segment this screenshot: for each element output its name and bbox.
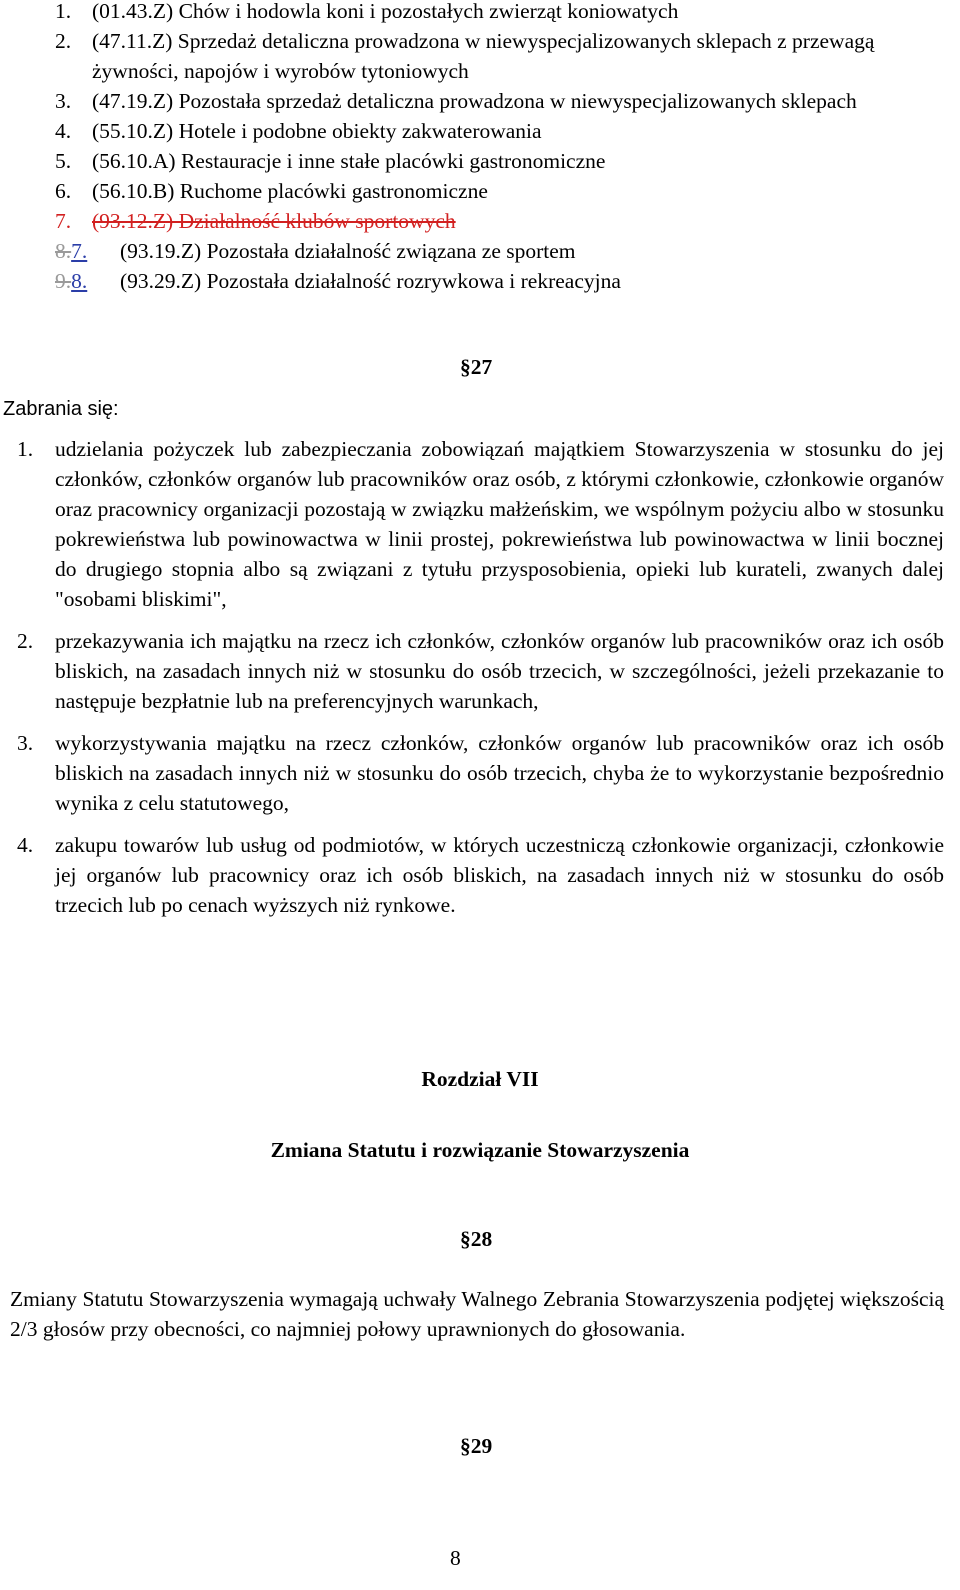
- renumbered-list-item: [55, 266, 945, 296]
- intro-text: Zabrania się:: [3, 398, 119, 420]
- list-item: [55, 26, 945, 86]
- list-item-number: [55, 266, 87, 296]
- list-item-number: 1.: [55, 0, 72, 23]
- section-heading: §28: [460, 1227, 493, 1251]
- paragraph: Zmiany Statutu Stowarzyszenia wymagają uchwały Walnego Zebrania Stowarzyszenia podjętej większością 2/3 głosów przy obecności, co najmniej połowy uprawnionych do głosowania.: [10, 1287, 944, 1341]
- list-item-text: (93.29.Z) Pozostała działalność rozrywkowa i rekreacyjna: [120, 269, 621, 293]
- inserted-number: 8.: [71, 269, 88, 293]
- list-item-number: 3.: [55, 89, 72, 113]
- list-item-text: (01.43.Z) Chów i hodowla koni i pozostałych zwierząt koniowatych: [92, 0, 679, 23]
- list-item-number: 5.: [55, 149, 72, 173]
- list-item-text: zakupu towarów lub usług od podmiotów, w których uczestniczą członkowie organizacji, członkowie jej organów lub pracownicy oraz ich osób bliskich, na zasadach innych niż w stosunku do osób trzecich lub po cenach wyższych niż rynkowe.: [55, 833, 944, 917]
- deleted-list-item: [55, 206, 945, 236]
- list-item: [55, 146, 945, 176]
- list-item-number: 2.: [17, 629, 34, 653]
- list-item-number: 6.: [55, 179, 72, 203]
- list-item-text: (56.10.A) Restauracje i inne stałe placówki gastronomiczne: [92, 149, 606, 173]
- list-item-number: 7.: [55, 209, 72, 233]
- list-item-number: 1.: [17, 437, 34, 461]
- list-item: [55, 86, 945, 116]
- list-item-text: (56.10.B) Ruchome placówki gastronomiczne: [92, 179, 488, 203]
- list-item-text: wykorzystywania majątku na rzecz członków, członków organów lub pracowników oraz ich osób bliskich na zasadach innych niż w stosunku do osób trzecich, chyba że to wykorzystanie bezpośrednio wynika z celu statutowego,: [55, 731, 944, 815]
- list-item-text: (55.10.Z) Hotele i podobne obiekty zakwaterowania: [92, 119, 542, 143]
- deleted-number: 9.: [55, 269, 72, 293]
- list-item: [55, 116, 945, 146]
- list-item: [17, 626, 944, 716]
- chapter-number: Rozdział VII: [421, 1067, 539, 1091]
- list-item: [55, 0, 945, 26]
- chapter-title: Zmiana Statutu i rozwiązanie Stowarzyszenia: [270, 1138, 690, 1162]
- list-item: [55, 176, 945, 206]
- list-item-text: (47.11.Z) Sprzedaż detaliczna prowadzona w niewyspecjalizowanych sklepach z przewagą żywności, napojów i wyrobów tytoniowych: [92, 29, 875, 83]
- list-item-text: (47.19.Z) Pozostała sprzedaż detaliczna prowadzona w niewyspecjalizowanych sklepach: [92, 89, 857, 113]
- list-item: [17, 728, 944, 818]
- deleted-number: 8.: [55, 239, 72, 263]
- renumbered-list-item: [55, 236, 945, 266]
- inserted-number: 7.: [71, 239, 88, 263]
- list-item-number: 3.: [17, 731, 34, 755]
- page-number: 8: [450, 1546, 461, 1570]
- list-item: [17, 830, 944, 920]
- prohibitions-list: [17, 434, 944, 932]
- list-item: [17, 434, 944, 614]
- list-item-number: [55, 236, 87, 266]
- list-item-text: udzielania pożyczek lub zabezpieczania zobowiązań majątkiem Stowarzyszenia w stosunku do jej członków, członków organów lub pracowników oraz osób, z którymi członkowie, członkowie organów oraz pracownicy organizacji pozostają w związku małżeńskim, we wspólnym pożyciu albo w stosunku pokrewieństwa lub powinowactwa w linii prostej, pokrewieństwa lub powinowactwa w linii bocznej do drugiego stopnia albo są związani z tytułu przysposobienia, opieki lub kurateli, zwanych dalej "osobami bliskimi",: [55, 437, 944, 611]
- section-heading: §27: [460, 355, 493, 379]
- list-item-number: 2.: [55, 29, 72, 53]
- list-item-number: 4.: [55, 119, 72, 143]
- pkd-code-list: [55, 0, 945, 296]
- list-item-text: (93.19.Z) Pozostała działalność związana ze sportem: [120, 239, 576, 263]
- list-item-text: (93.12.Z) Działalność klubów sportowych: [92, 209, 456, 233]
- section-heading: §29: [460, 1434, 493, 1458]
- list-item-text: przekazywania ich majątku na rzecz ich członków, członków organów lub pracowników oraz ich osób bliskich, na zasadach innych niż w stosunku do osób trzecich, w szczególności, jeżeli przekazanie to następuje bezpłatnie lub na preferencyjnych warunkach,: [55, 629, 944, 713]
- list-item-number: 4.: [17, 833, 34, 857]
